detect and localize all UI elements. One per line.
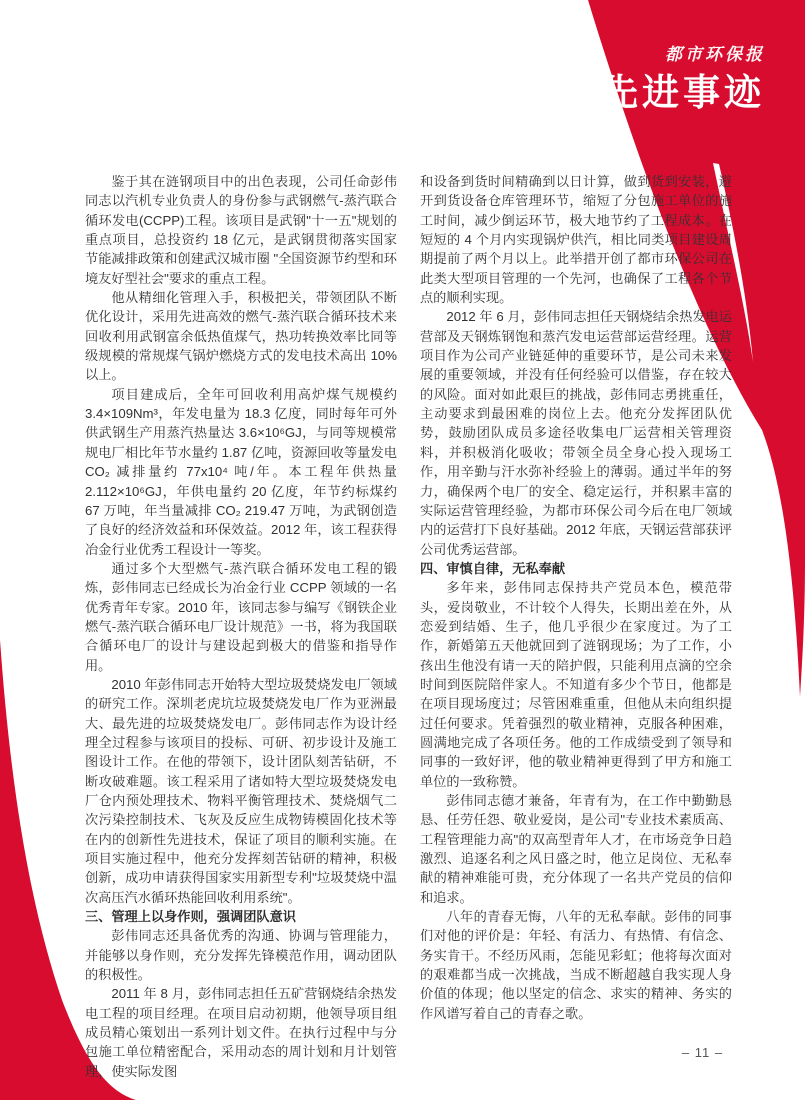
body-paragraph: 八年的青春无悔，八年的无私奉献。彭伟的同事们对他的评价是：年轻、有活力、有热情、有信念、务实肯干。不经历风雨，怎能见彩虹；他将每次面对的艰难都当成一次挑战，当成不断超越自我实现人身价值的体现；他以坚定的信念、求实的精神、务实的作风谱写着自己的青春之歌。	[420, 909, 732, 1021]
page-number: – 11 –	[681, 1045, 724, 1060]
body-paragraph: 2011 年 8 月，彭伟同志担任五矿营钢烧结余热发电工程的项目经理。在项目启动初期，他领导项目组成员精心策划出一系列计划文件。在执行过程中与分包施工单位精密配合，采用动态的周计划和月计划管理，使实际发图	[85, 986, 397, 1079]
body-paragraph: 2012 年 6 月，彭伟同志担任天钢烧结余热发电运营部及天钢炼钢饱和蒸汽发电运营部运营经理。运营项目作为公司产业链延伸的重要环节，是公司未来发展的重要领域，并没有任何经验可以借鉴，存在较大的风险。面对如此艰巨的挑战，彭伟同志勇挑重任，主动要求到最困难的岗位上去。他充分发挥团队优势，鼓励团队成员多途径收集电厂运营相关管理资料，并积极消化吸收；带领全员全身心投入现场工作，用辛勤与汗水弥补经验上的薄弱。通过半年的努力，确保两个电厂的安全、稳定运行，并积累丰富的实际运营管理经验，为都市环保公司今后在电厂领域内的运营打下良好基础。2012 年底，天钢运营部获评公司优秀运营部。	[420, 309, 732, 557]
body-paragraph: 多年来，彭伟同志保持共产党员本色，模范带头，爱岗敬业，不计较个人得失，长期出差在外，从恋爱到结婚、生子，他几乎很少在家度过。为了工作，新婚第五天他就回到了涟钢现场；为了工作，小孩出生他没有请一天的陪护假，只能利用点滴的空余时间到医院陪伴家人。不知道有多少个节日，他都是在项目现场度过；尽管困难重重，但他从未向组织提过任何要求。凭着强烈的敬业精神，克服各种困难，圆满地完成了各项任务。他的工作成绩受到了领导和同事的一致好评，他的敬业精神更得到了甲方和施工单位的一致称赞。	[420, 580, 732, 789]
body-paragraph: 彭伟同志德才兼备，年青有为，在工作中勤勤恳恳、任劳任怨、敬业爱岗，是公司"专业技术素质高、工程管理能力高"的双高型青年人才，在市场竞争日趋激烈、追逐名利之风日盛之时，他立足岗位、无私奉献的精神难能可贵，充分体现了一名共产党员的信仰和追求。	[420, 793, 732, 905]
body-paragraph: 通过多个大型燃气-蒸汽联合循环发电工程的锻炼，彭伟同志已经成长为冶金行业 CCPP 领域的一名优秀青年专家。2010 年，该同志参与编写《钢铁企业燃气-蒸汽联合循环电厂设计规范》一书，将为我国联合循环电厂的设计与建设起到极大的借鉴和指导作用。	[85, 560, 397, 673]
brand-logo: 都市环保报	[665, 45, 765, 64]
section-title: 先进事迹	[601, 72, 765, 113]
masthead	[601, 40, 765, 111]
body-paragraph: 项目建成后，全年可回收利用高炉煤气规模约 3.4×109Nm³，年发电量为 18.3 亿度，同时每年可外供武钢生产用蒸汽热量达 3.6×10⁶GJ，与同等规模常规电厂相比年节水量约 1.87 亿吨，资源回收等量发电 CO₂ 减排量约 77x10⁴ 吨/年。本工程年供热量 2.112×10⁶GJ，年供电量约 20 亿度，年节约标煤约 67 万吨，年当量减排 CO₂ 219.47 万吨，为武钢创造了良好的经济效益和环保效益。2012 年，该工程获得冶金行业优秀工程设计一等奖。	[85, 386, 397, 557]
body-paragraph: 和设备到货时间精确到以日计算，做到货到安装，避开到货设备仓库管理环节，缩短了分包施工单位的施工时间，减少倒运环节，极大地节约了工程成本。在短短的 4 个月内实现锅炉供汽，相比同类项目建设周期提前了两个月以上。此举措开创了都市环保公司在此类大型项目管理的一个先河，也确保了工程各个节点的顺利实现。	[420, 174, 732, 306]
section-heading: 四、审慎自律，无私奉献	[420, 560, 566, 576]
section-heading: 三、管理上以身作则，强调团队意识	[85, 909, 296, 925]
right-column	[420, 172, 732, 1023]
left-column	[85, 172, 397, 1081]
body-paragraph: 他从精细化管理入手，积极把关，带领团队不断优化设计，采用先进高效的燃气-蒸汽联合循环技术来回收利用武钢富余低热值煤气，热功转换效率比同等级规模的常规煤气锅炉燃烧方式的发电技术高出 10% 以上。	[85, 290, 397, 383]
body-paragraph: 2010 年彭伟同志开始特大型垃圾焚烧发电厂领域的研究工作。深圳老虎坑垃圾焚烧发电厂作为亚洲最大、最先进的垃圾焚烧发电厂。彭伟同志作为设计经理全过程参与该项目的投标、可研、初步设计及施工图设计工作。在他的带领下，设计团队刻苦钻研，不断攻破难题。该工程采用了诸如特大型垃圾焚烧发电厂仓内预处理技术、物料平衡管理技术、焚烧烟气二次污染控制技术、飞灰及反应生成物铸模固化技术等在内的创新性先进技术，保证了项目的顺利实施。在项目实施过程中，他充分发挥刻苦钻研的精神，积极创新，成功申请获得国家实用新型专利"垃圾焚烧中温次高压汽水循环热能回收利用系统"。	[85, 676, 397, 905]
body-paragraph: 彭伟同志还具备优秀的沟通、协调与管理能力，并能够以身作则，充分发挥先锋模范作用，调动团队的积极性。	[85, 928, 397, 983]
body-paragraph: 鉴于其在涟钢项目中的出色表现，公司任命彭伟同志以汽机专业负责人的身份参与武钢燃气-蒸汽联合循环发电(CCPP)工程。该项目是武钢"十一五"规划的重点项目，总投资约 18 亿元，是武钢贯彻落实国家节能减排政策和创建武汉城市圈 "全国资源节约型和环境友好型社会"要求的重点工程。	[85, 174, 397, 286]
